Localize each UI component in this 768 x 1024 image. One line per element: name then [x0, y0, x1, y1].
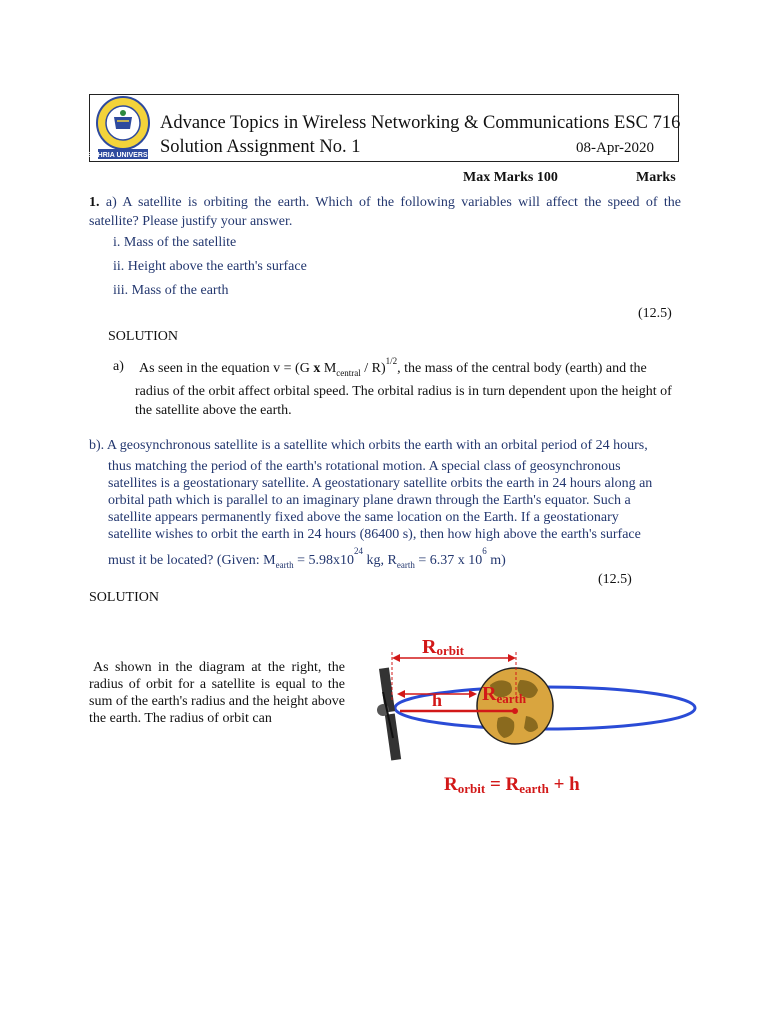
answer-pre: As seen in the equation v = (G: [139, 361, 314, 376]
r-earth-label: Rearth: [482, 683, 527, 706]
given-sub-2: earth: [396, 559, 415, 570]
given-sup-2: 6: [482, 546, 487, 556]
question-1b-line-2: thus matching the period of the earth's rotational motion. A special class of geosynchronous: [108, 459, 621, 474]
question-1a-text: a) A satellite is orbiting the earth. Which of the following variables will affect the speed of the satellite? Please justify your answer.: [89, 195, 681, 229]
answer-mid: / R): [360, 361, 386, 376]
question-1b-line-5: satellite appears permanently fixed above the same location on the Earth. If a geostationary: [108, 510, 619, 525]
given-sub-1: earth: [275, 559, 294, 570]
earth-icon: [477, 668, 553, 744]
solution-paragraph: As shown in the diagram at the right, the radius of orbit for a satellite is equal to the sum of the earth's radius and the height above the earth. The radius of orbit can: [89, 660, 346, 726]
question-1b-line-4: orbital path which is parallel to an imaginary plane drawn through the Earth's equator. Such a: [108, 493, 631, 508]
course-title: Advance Topics in Wireless Networking & Communications ESC 716: [160, 113, 681, 133]
score-1a: (12.5): [638, 306, 672, 321]
question-1b-given: [108, 546, 698, 570]
solution-label-1a: SOLUTION: [108, 329, 178, 344]
given-post: m): [486, 553, 506, 568]
assignment-date: 08-Apr-2020: [576, 140, 655, 156]
answer-post: , the mass of the central body (earth) and the: [397, 361, 647, 376]
option-3: iii. Mass of the earth: [113, 283, 229, 298]
marks-label: Marks: [636, 170, 676, 185]
orbit-diagram: [370, 636, 680, 810]
max-marks: Max Marks 100: [463, 170, 558, 185]
question-number: 1.: [89, 195, 100, 210]
solution-label-1b: SOLUTION: [89, 590, 159, 605]
question-1b-line-3: satellites is a geostationary satellite. A geostationary satellite orbits the earth in 24 hours along an: [108, 476, 653, 491]
orbit-formula: Rorbit = Rearth + h: [444, 774, 580, 796]
given-pre: must it be located? (Given: M: [108, 553, 276, 568]
answer-sub: central: [336, 367, 361, 378]
given-mid-2: kg, R: [362, 553, 397, 568]
question-1a: [89, 193, 681, 231]
logo-text: BAHRIA UNIVERSITY: [87, 152, 159, 159]
answer-line-1: [139, 356, 647, 378]
option-2: ii. Height above the earth's surface: [113, 259, 307, 274]
answer-sup: 1/2: [385, 356, 398, 366]
satellite-icon: [377, 668, 401, 761]
given-sup-1: 24: [353, 546, 363, 556]
answer-m: M: [320, 361, 337, 376]
answer-label: a): [113, 359, 124, 374]
given-mid-3: = 6.37 x 10: [414, 553, 483, 568]
question-1b-line-1: b). A geosynchronous satellite is a satellite which orbits the earth with an orbital period of 24 hours,: [89, 438, 648, 453]
option-1: i. Mass of the satellite: [113, 235, 237, 250]
university-logo: [87, 95, 159, 161]
answer-x: x: [313, 361, 321, 376]
question-1b-line-6: satellite wishes to orbit the earth in 24 hours (86400 s), then how high above the earth's surface: [108, 527, 641, 542]
assignment-subtitle: Solution Assignment No. 1: [160, 137, 361, 157]
r-orbit-label: Rorbit: [422, 636, 464, 658]
answer-continuation: radius of the orbit affect orbital speed. The orbital radius is in turn dependent upon the height of the satellite above the earth.: [135, 384, 672, 418]
h-label: h: [432, 690, 443, 710]
score-1b: (12.5): [598, 572, 632, 587]
given-mid-1: = 5.98x10: [293, 553, 354, 568]
